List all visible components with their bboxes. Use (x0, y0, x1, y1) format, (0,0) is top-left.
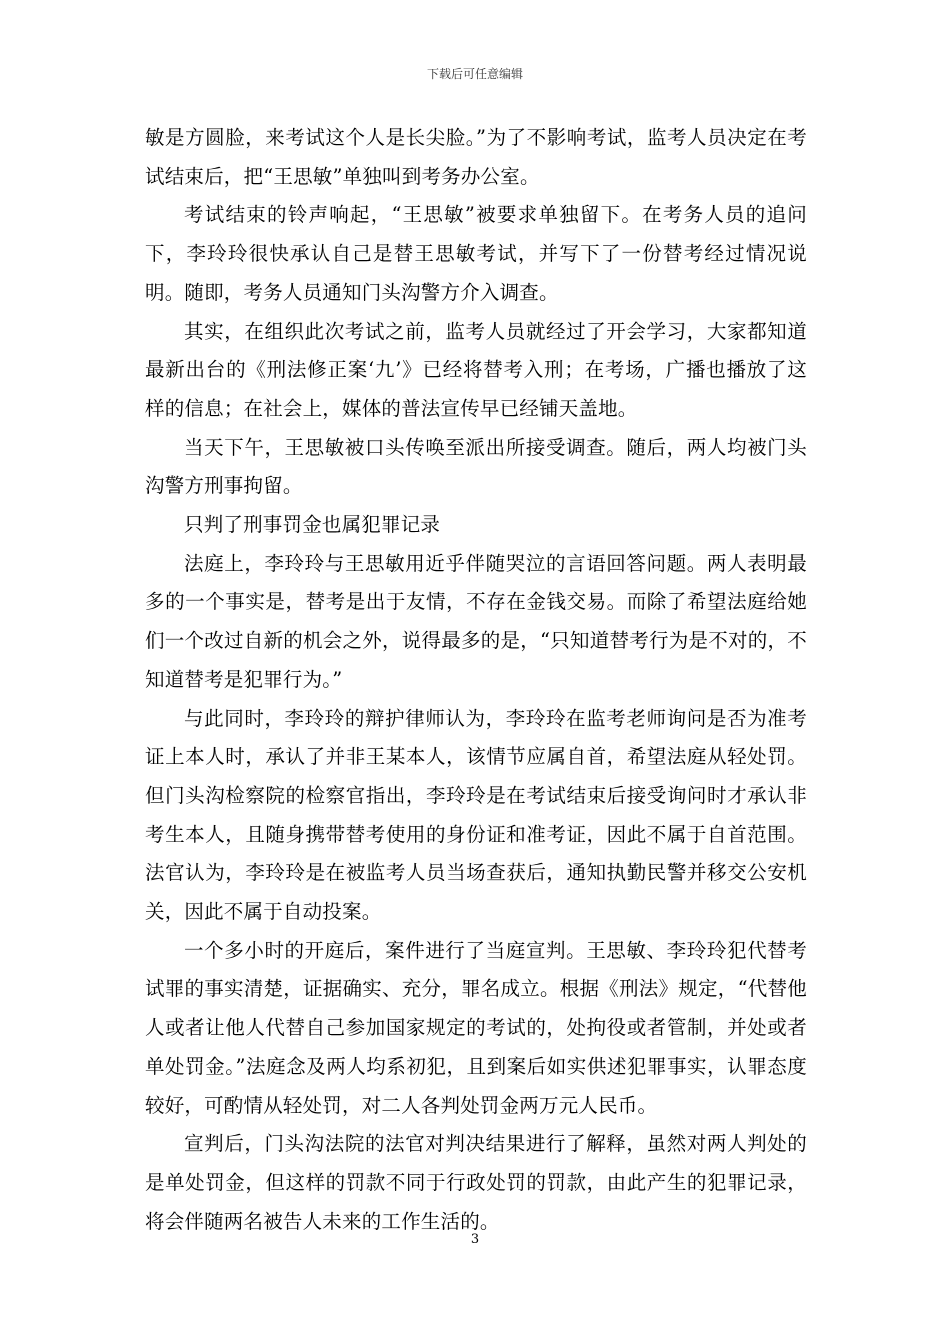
page-header: 下载后可任意编辑 (426, 67, 523, 81)
paragraph: 当天下午，王思敏被口头传唤至派出所接受调查。随后，两人均被门头沟警方刑事拘留。 (145, 435, 807, 498)
paragraph: 宣判后，门头沟法院的法官对判决结果进行了解释，虽然对两人判处的是单处罚金，但这样的罚款不同于行政处罚的罚款，由此产生的犯罪记录，将会伴随两名被告人未来的工作生活的。 (145, 1132, 807, 1233)
paragraph-continued: 敏是方圆脸，来考试这个人是长尖脸。”为了不影响考试，监考人员决定在考试结束后，把“王思敏”单独叫到考务办公室。 (145, 126, 807, 188)
page-number: 3 (470, 1232, 480, 1247)
paragraph: 与此同时，李玲玲的辩护律师认为，李玲玲在监考老师询问是否为准考证上本人时，承认了并非王某本人，该情节应属自首，希望法庭从轻处罚。但门头沟检察院的检察官指出，李玲玲是在考试结束后接受询问时才承认非考生本人，且随身携带替考使用的身份证和准考证，因此不属于自首范围。法官认为，李玲玲是在被监考人员当场查获后，通知执勤民警并移交公安机关，因此不属于自动投案。 (145, 706, 807, 924)
paragraph: 法庭上，李玲玲与王思敏用近乎伴随哭泣的言语回答问题。两人表明最多的一个事实是，替考是出于友情，不存在金钱交易。而除了希望法庭给她们一个改过自新的机会之外，说得最多的是，“只知道替考行为是不对的，不知道替考是犯罪行为。” (145, 551, 807, 691)
section-heading: 只判了刑事罚金也属犯罪记录 (184, 513, 441, 537)
paragraph: 其实，在组织此次考试之前，监考人员就经过了开会学习，大家都知道最新出台的《刑法修正案‘九’》已经将替考入刑；在考场，广播也播放了这样的信息；在社会上，媒体的普法宣传早已经铺天盖地。 (145, 319, 807, 420)
paragraph: 一个多小时的开庭后，案件进行了当庭宣判。王思敏、李玲玲犯代替考试罪的事实清楚，证据确实、充分，罪名成立。根据《刑法》规定，“代替他人或者让他人代替自己参加国家规定的考试的，处拘役或者管制，并处或者单处罚金。”法庭念及两人均系初犯，且到案后如实供述犯罪事实，认罪态度较好，可酌情从轻处罚，对二人各判处罚金两万元人民币。 (145, 938, 807, 1117)
document-body (145, 119, 807, 1241)
paragraph: 考试结束的铃声响起，“王思敏”被要求单独留下。在考务人员的追问下，李玲玲很快承认自己是替王思敏考试，并写下了一份替考经过情况说明。随即，考务人员通知门头沟警方介入调查。 (145, 203, 807, 304)
